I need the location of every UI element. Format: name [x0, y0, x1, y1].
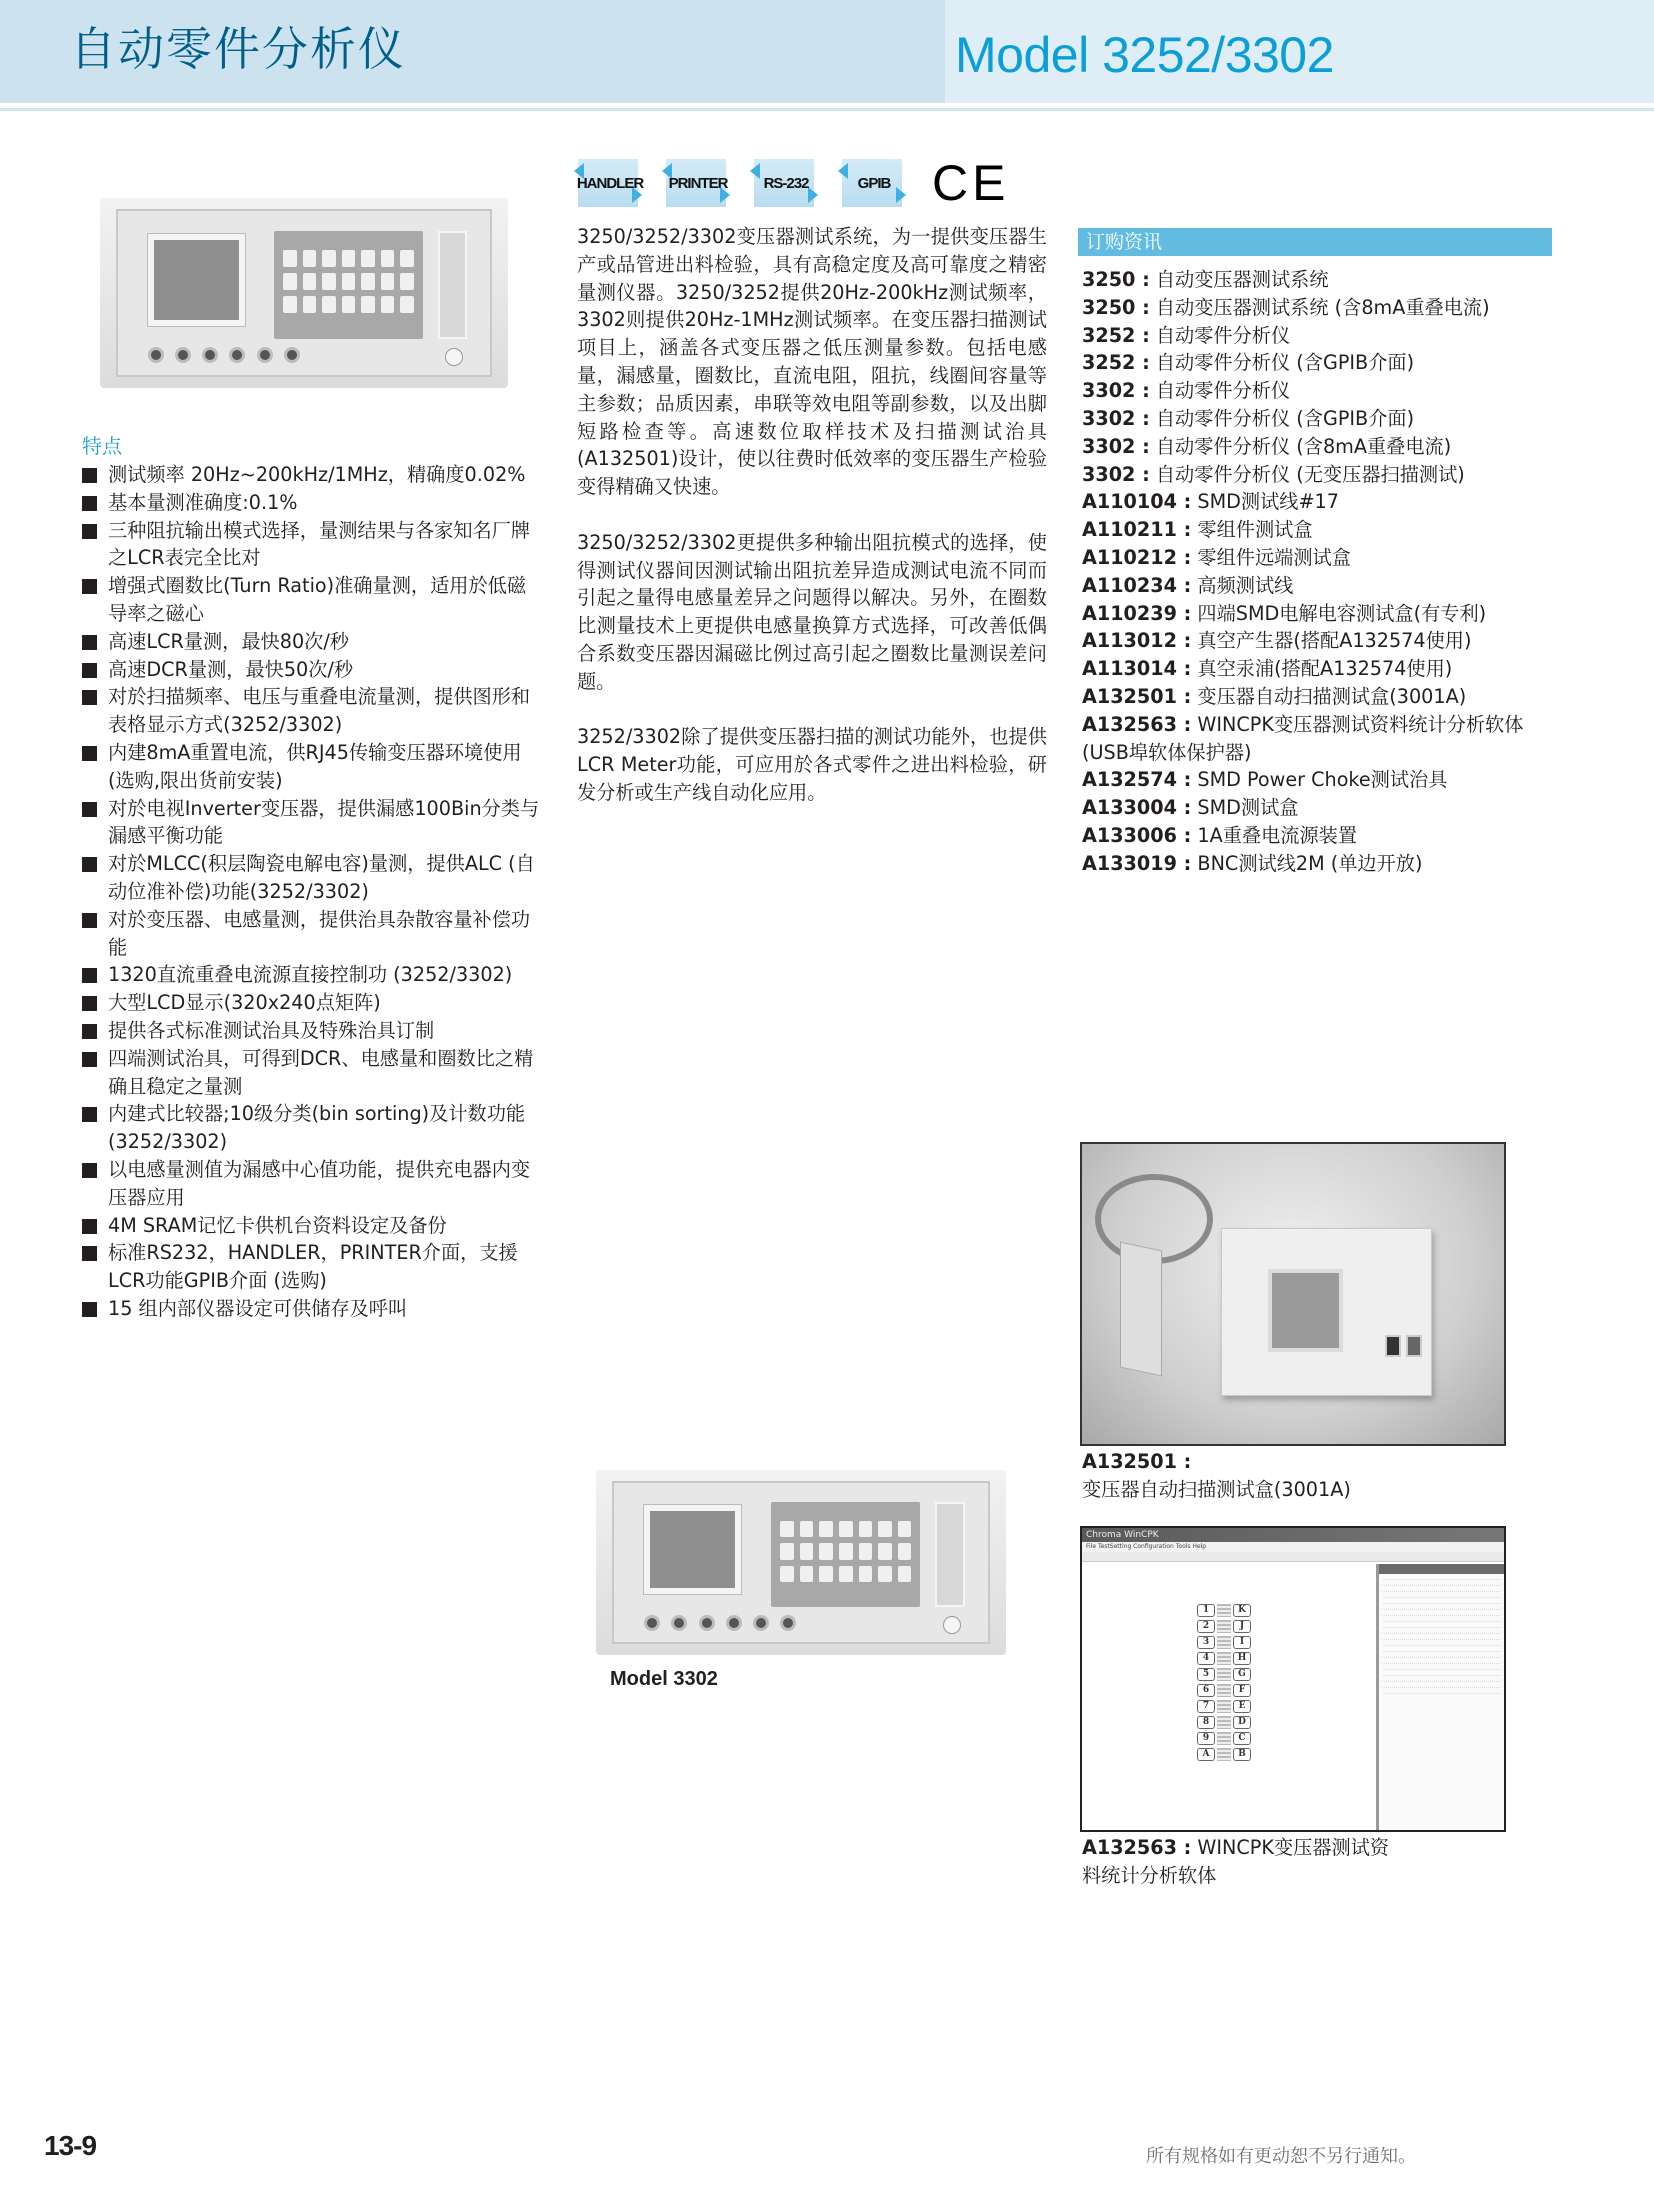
fixture-socket [1268, 1269, 1343, 1352]
ce-certification-icon: CE [932, 155, 1010, 211]
order-code: A133019 : [1082, 851, 1192, 875]
order-item [1082, 349, 1562, 377]
model-title: Model 3252/3302 [955, 27, 1334, 83]
fixture-caption-code: A132501 : [1082, 1450, 1192, 1473]
order-item [1082, 516, 1562, 544]
software-body [1082, 1564, 1504, 1830]
pin-label: 1 [1197, 1604, 1215, 1617]
pin-label: 4 [1197, 1652, 1215, 1665]
order-code: 3302 : [1082, 406, 1150, 430]
order-code: A132501 : [1082, 684, 1192, 708]
order-code: A133004 : [1082, 796, 1192, 820]
order-desc: 自动零件分析仪 (无变压器扫描测试) [1149, 462, 1465, 486]
pin-label: 5 [1197, 1668, 1215, 1681]
order-item [1082, 822, 1562, 850]
footer-disclaimer: 所有规格如有更动恕不另行通知。 [1146, 2146, 1416, 2167]
software-pin-diagram [1082, 1564, 1376, 1830]
feature-item: 高速DCR量测，最快50次/秒 [82, 656, 542, 684]
order-code: A132574 : [1082, 768, 1192, 792]
order-desc: 零组件远端测试盒 [1191, 545, 1351, 569]
order-desc: 自动变压器测试系统 [1149, 268, 1329, 291]
pin-label: B [1233, 1748, 1251, 1761]
pin-label: C [1233, 1732, 1251, 1745]
feature-item: 对於MLCC(积层陶瓷电解电容)量测，提供ALC (自动位准补偿)功能(3252/3302) [82, 850, 542, 906]
order-desc: 四端SMD电解电容测试盒(有专利) [1191, 601, 1487, 625]
printer-interface-icon: PRINTER [662, 157, 734, 209]
order-item [1082, 488, 1562, 516]
pin-label: I [1233, 1636, 1251, 1649]
product-photo-3302 [596, 1470, 1006, 1655]
pin-label: J [1233, 1620, 1251, 1633]
order-code: 3302 : [1082, 462, 1150, 486]
order-desc: WINCPK变压器测试资料统计分析软体 (USB埠软体保护器) [1082, 712, 1524, 764]
feature-item: 4M SRAM记忆卡供机台资料设定及备份 [82, 1212, 542, 1240]
pin-label: 3 [1197, 1636, 1215, 1649]
instrument-front-panel [116, 209, 491, 376]
feature-item: 三种阻抗输出模式选择，量测结果与各家知名厂牌之LCR表完全比对 [82, 517, 542, 573]
order-desc: 变压器自动扫描测试盒(3001A) [1191, 684, 1467, 708]
software-menu-bar: File TestSetting Configuration Tools Help [1082, 1542, 1504, 1552]
order-desc: 1A重叠电流源装置 [1191, 823, 1358, 847]
order-item [1082, 405, 1562, 433]
pin-label: D [1233, 1716, 1251, 1729]
description-paragraph: 3250/3252/3302更提供多种输出阻抗模式的选择，使得测试仪器间因测试输出阻抗差异造成测试电流不同而引起之量得电感量差异之问题得以解决。另外，在圈数比测量技术上更提供电感量换算方式选择，可改善低偶合系数变压器因漏磁比例过高引起之圈数比量测误差问题。 [577, 530, 1047, 693]
model-3302-caption: Model 3302 [610, 1668, 718, 1690]
order-code: A110239 : [1082, 601, 1192, 625]
header-title-panel [0, 0, 945, 103]
instrument-front-panel [612, 1481, 989, 1644]
order-item [1082, 711, 1562, 767]
instrument-power-button [943, 1616, 961, 1634]
order-item [1082, 377, 1562, 405]
fixture-switch [1385, 1335, 1401, 1357]
order-item [1082, 544, 1562, 572]
pin-label: F [1233, 1684, 1251, 1697]
instrument-bnc-connectors [644, 1613, 831, 1632]
transformer-pin-grid [1197, 1604, 1251, 1761]
pin-label: K [1233, 1604, 1251, 1617]
order-desc: 零组件测试盒 [1191, 518, 1313, 542]
pin-label: E [1233, 1700, 1251, 1713]
fixture-base-box [1221, 1228, 1432, 1396]
feature-item: 基本量测准确度:0.1% [82, 489, 542, 517]
order-desc: 自动零件分析仪 [1149, 379, 1291, 403]
pin-label: 8 [1197, 1716, 1215, 1729]
order-desc: 自动变压器测试系统 (含8mA重叠电流) [1149, 295, 1490, 319]
fixture-connector-head [1120, 1242, 1162, 1377]
order-item [1082, 794, 1562, 822]
feature-item: 标准RS232，HANDLER，PRINTER介面，支援LCR功能GPIB介面 (选购) [82, 1239, 542, 1295]
pin-label: H [1233, 1652, 1251, 1665]
order-desc: BNC测试线2M (单边开放) [1191, 851, 1423, 875]
pin-label: G [1233, 1668, 1251, 1681]
order-desc: 自动零件分析仪 [1149, 323, 1291, 347]
product-description [577, 223, 1047, 835]
header-divider [0, 108, 1654, 111]
order-item [1082, 627, 1562, 655]
page-number: 13-9 [44, 2130, 97, 2161]
features-list [82, 461, 542, 1323]
page-title: 自动零件分析仪 [70, 22, 406, 76]
software-toolbar [1082, 1552, 1504, 1562]
feature-item: 15 组内部仪器设定可供储存及呼叫 [82, 1295, 542, 1323]
page-header [0, 0, 1654, 103]
order-desc: 真空汞浦(搭配A132574使用) [1191, 657, 1453, 681]
gpib-interface-icon: GPIB [838, 157, 910, 209]
order-code: A113014 : [1082, 657, 1192, 681]
order-code: A110211 : [1082, 518, 1192, 542]
order-item [1082, 600, 1562, 628]
fixture-caption-desc: 变压器自动扫描测试盒(3001A) [1082, 1477, 1351, 1501]
feature-item: 增强式圈数比(Turn Ratio)准确量测，适用於低磁导率之磁心 [82, 572, 542, 628]
order-code: A133006 : [1082, 823, 1192, 847]
pin-label: A [1197, 1748, 1215, 1761]
handler-interface-icon: HANDLER [574, 157, 646, 209]
order-item [1082, 433, 1562, 461]
pin-label: 2 [1197, 1620, 1215, 1633]
pin-label: 6 [1197, 1684, 1215, 1697]
order-item [1082, 266, 1562, 294]
order-code: A110212 : [1082, 545, 1192, 569]
order-desc: 自动零件分析仪 (含GPIB介面) [1149, 351, 1415, 375]
order-desc: 真空产生器(搭配A132574使用) [1191, 629, 1472, 653]
order-item [1082, 850, 1562, 878]
wincpk-software-screenshot [1080, 1526, 1506, 1832]
ordering-info-list [1082, 266, 1562, 878]
order-code: 3250 : [1082, 295, 1150, 319]
description-paragraph: 3252/3302除了提供变压器扫描的测试功能外，也提供LCR Meter功能，可应用於各式零件之进出料检验，研发分析或生产线自动化应用。 [577, 725, 1047, 804]
order-code: 3250 : [1082, 268, 1150, 291]
fixture-photo-a132501 [1080, 1142, 1506, 1446]
feature-item: 以电感量测值为漏感中心值功能，提供充电器内变压器应用 [82, 1156, 542, 1212]
order-desc: 自动零件分析仪 (含GPIB介面) [1149, 406, 1415, 430]
instrument-card-slot [935, 1502, 965, 1607]
features-heading: 特点 [82, 434, 122, 458]
feature-item: 内建8mA重置电流，供RJ45传输变压器环境使用 (选购,限出货前安装) [82, 739, 542, 795]
feature-item: 对於扫描频率、电压与重叠电流量测，提供图形和表格显示方式(3252/3302) [82, 683, 542, 739]
product-photo-3252 [100, 198, 508, 388]
software-caption-code: A132563 : [1082, 1836, 1192, 1859]
fixture-switch [1406, 1335, 1422, 1357]
order-item [1082, 461, 1562, 489]
instrument-power-button [445, 348, 463, 366]
order-code: 3252 : [1082, 351, 1150, 375]
pin-label: 9 [1197, 1732, 1215, 1745]
software-title-bar: Chroma WinCPK [1082, 1528, 1504, 1542]
feature-item: 测试频率 20Hz~200kHz/1MHz，精确度0.02% [82, 461, 542, 489]
order-code: A132563 : [1082, 712, 1192, 736]
feature-item: 对於变压器、电感量测，提供治具杂散容量补偿功能 [82, 906, 542, 962]
software-side-panel [1376, 1564, 1504, 1830]
ordering-info-heading: 订购资讯 [1078, 228, 1552, 256]
instrument-lcd-screen [644, 1505, 741, 1594]
instrument-card-slot [438, 231, 468, 339]
order-desc: SMD测试盒 [1191, 796, 1299, 820]
order-code: A110234 : [1082, 573, 1192, 597]
order-code: 3302 : [1082, 434, 1150, 458]
order-item [1082, 683, 1562, 711]
order-desc: SMD测试线#17 [1191, 490, 1339, 514]
instrument-lcd-screen [148, 234, 245, 325]
fixture-caption [1082, 1448, 1351, 1504]
order-code: A110104 : [1082, 490, 1192, 514]
feature-item: 对於电视Inverter变压器，提供漏感100Bin分类与漏感平衡功能 [82, 795, 542, 851]
feature-item: 四端测试治具，可得到DCR、电感量和圈数比之精确且稳定之量测 [82, 1045, 542, 1101]
order-item [1082, 294, 1562, 322]
order-desc: 高频测试线 [1191, 573, 1294, 597]
pin-label: 7 [1197, 1700, 1215, 1713]
software-caption [1082, 1834, 1402, 1890]
order-item [1082, 655, 1562, 683]
order-item [1082, 322, 1562, 350]
instrument-bnc-connectors [148, 345, 334, 365]
order-desc: 自动零件分析仪 (含8mA重叠电流) [1149, 434, 1452, 458]
order-item [1082, 766, 1562, 794]
description-paragraph: 3250/3252/3302变压器测试系统，为一提供变压器生产或品管进出料检验，具有高稳定度及高可靠度之精密量测仪器。3250/3252提供20Hz-200kHz测试频率，3302则提供20Hz-1MHz测试频率。在变压器扫描测试项目上，涵盖各式变压器之低压测量参数。包括电感量，漏感量，圈数比，直流电阻，阻抗，线圈间容量等主参数；品质因素，串联等效电阻等副参数，以及出脚短路检查等。高速数位取样技术及扫描测试治具(A132501)设计，使以往费时低效率的变压器生产检验变得精确又快速。 [577, 225, 1047, 499]
instrument-keypad-panel [771, 1502, 920, 1607]
order-code: 3302 : [1082, 379, 1150, 403]
feature-item: 内建式比较器;10级分类(bin sorting)及计数功能 (3252/3302) [82, 1100, 542, 1156]
header-model-panel [945, 0, 1654, 103]
order-item [1082, 572, 1562, 600]
instrument-keypad-panel [274, 231, 423, 339]
feature-item: 大型LCD显示(320x240点矩阵) [82, 989, 542, 1017]
software-caption-desc: WINCPK变压器测试资料统计分析软体 [1082, 1836, 1390, 1887]
order-code: 3252 : [1082, 323, 1150, 347]
order-code: A113012 : [1082, 629, 1192, 653]
interface-icons-row [574, 157, 1009, 209]
feature-item: 1320直流重叠电流源直接控制功 (3252/3302) [82, 961, 542, 989]
feature-item: 高速LCR量测，最快80次/秒 [82, 628, 542, 656]
rs232-interface-icon: RS-232 [750, 157, 822, 209]
feature-item: 提供各式标准测试治具及特殊治具订制 [82, 1017, 542, 1045]
order-desc: SMD Power Choke测试治具 [1191, 768, 1448, 792]
